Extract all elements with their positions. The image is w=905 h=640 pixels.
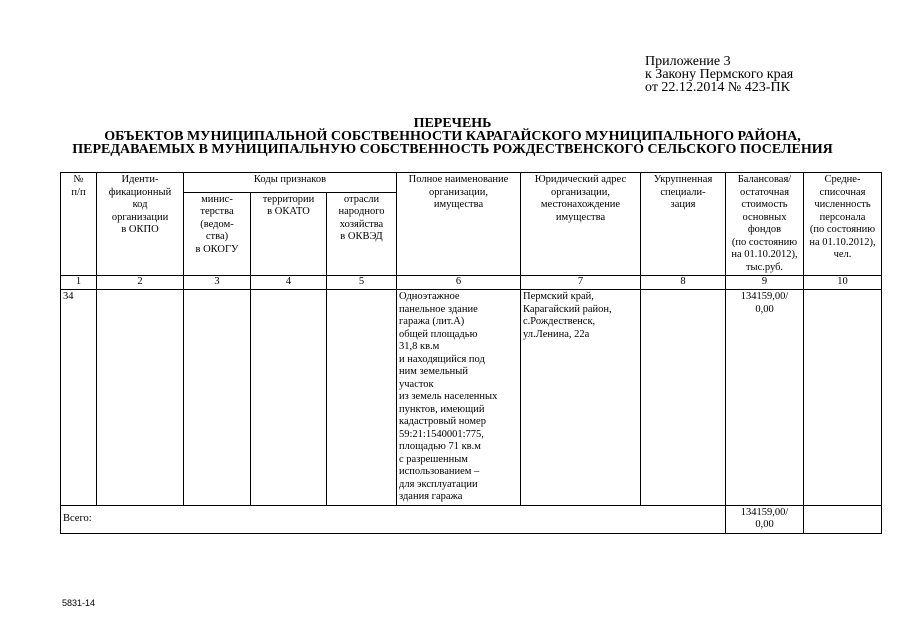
row-specialization-cell [641, 290, 726, 506]
row-okogu-cell [184, 290, 251, 506]
header-okved: отрасли народного хозяйства в ОКВЭД [327, 192, 397, 275]
appendix-line-1: Приложение 3 [645, 54, 731, 69]
header-number: № п/п [61, 173, 97, 276]
header-name: Полное наименование организации, имущества [397, 173, 521, 276]
row-okpo-cell [97, 290, 184, 506]
column-number: 7 [521, 276, 641, 290]
header-row-1 [61, 173, 882, 193]
header-codes-group: Коды признаков [184, 173, 397, 193]
row-balance-value: 134159,00/ 0,00 [726, 290, 804, 506]
header-okpo: Иденти- фикационный код организации в ОКПО [97, 173, 184, 276]
title-line-1: ПЕРЕЧЕНЬ [413, 116, 492, 131]
column-number: 8 [641, 276, 726, 290]
column-number: 2 [97, 276, 184, 290]
property-list-table [60, 172, 882, 534]
column-number: 9 [726, 276, 804, 290]
row-property-name: Одноэтажное панельное здание гаража (лит.А) общей площадью 31,8 кв.м и находящийся под ним земельный участок из земель населенных пунктов, имеющий кадастровый номер 59:21:1540001:775, площадью 71 кв.м с разрешенным использованием – для эксплуатации здания гаража [397, 290, 521, 506]
row-okato-cell [251, 290, 327, 506]
total-row [61, 505, 882, 533]
table-row [61, 290, 882, 506]
total-staff-cell [804, 505, 882, 533]
column-number: 5 [327, 276, 397, 290]
title-line-2: ОБЪЕКТОВ МУНИЦИПАЛЬНОЙ СОБСТВЕННОСТИ КАРАГАЙСКОГО МУНИЦИПАЛЬНОГО РАЙОНА, [104, 129, 801, 144]
row-number: 34 [61, 290, 97, 506]
header-staff-count: Средне- списочная численность персонала (по состоянию на 01.10.2012), чел. [804, 173, 882, 276]
document-title [0, 117, 905, 156]
appendix-note [645, 55, 793, 94]
column-number: 3 [184, 276, 251, 290]
document-code: 5831-14 [62, 598, 96, 608]
appendix-line-3: от 22.12.2014 № 423-ПК [645, 80, 790, 95]
total-value: 134159,00/ 0,00 [726, 505, 804, 533]
total-label: Всего: [61, 505, 726, 533]
row-okved-cell [327, 290, 397, 506]
column-number: 6 [397, 276, 521, 290]
header-address: Юридический адрес организации, местонахождение имущества [521, 173, 641, 276]
header-balance-value: Балансовая/ остаточная стоимость основных фондов (по состоянию на 01.10.2012), тыс.руб. [726, 173, 804, 276]
title-line-3: ПЕРЕДАВАЕМЫХ В МУНИЦИПАЛЬНУЮ СОБСТВЕННОСТЬ РОЖДЕСТВЕНСКОГО СЕЛЬСКОГО ПОСЕЛЕНИЯ [72, 142, 833, 157]
column-number: 4 [251, 276, 327, 290]
header-okogu: минис- терства (ведом- ства) в ОКОГУ [184, 192, 251, 275]
row-address: Пермский край, Карагайский район, с.Рождественск, ул.Ленина, 22а [521, 290, 641, 506]
appendix-line-2: к Закону Пермского края [645, 67, 794, 82]
row-staff-cell [804, 290, 882, 506]
column-number-row [61, 276, 882, 290]
header-specialization: Укрупненная специали- зация [641, 173, 726, 276]
column-number: 10 [804, 276, 882, 290]
column-number: 1 [61, 276, 97, 290]
header-okato: территории в ОКАТО [251, 192, 327, 275]
